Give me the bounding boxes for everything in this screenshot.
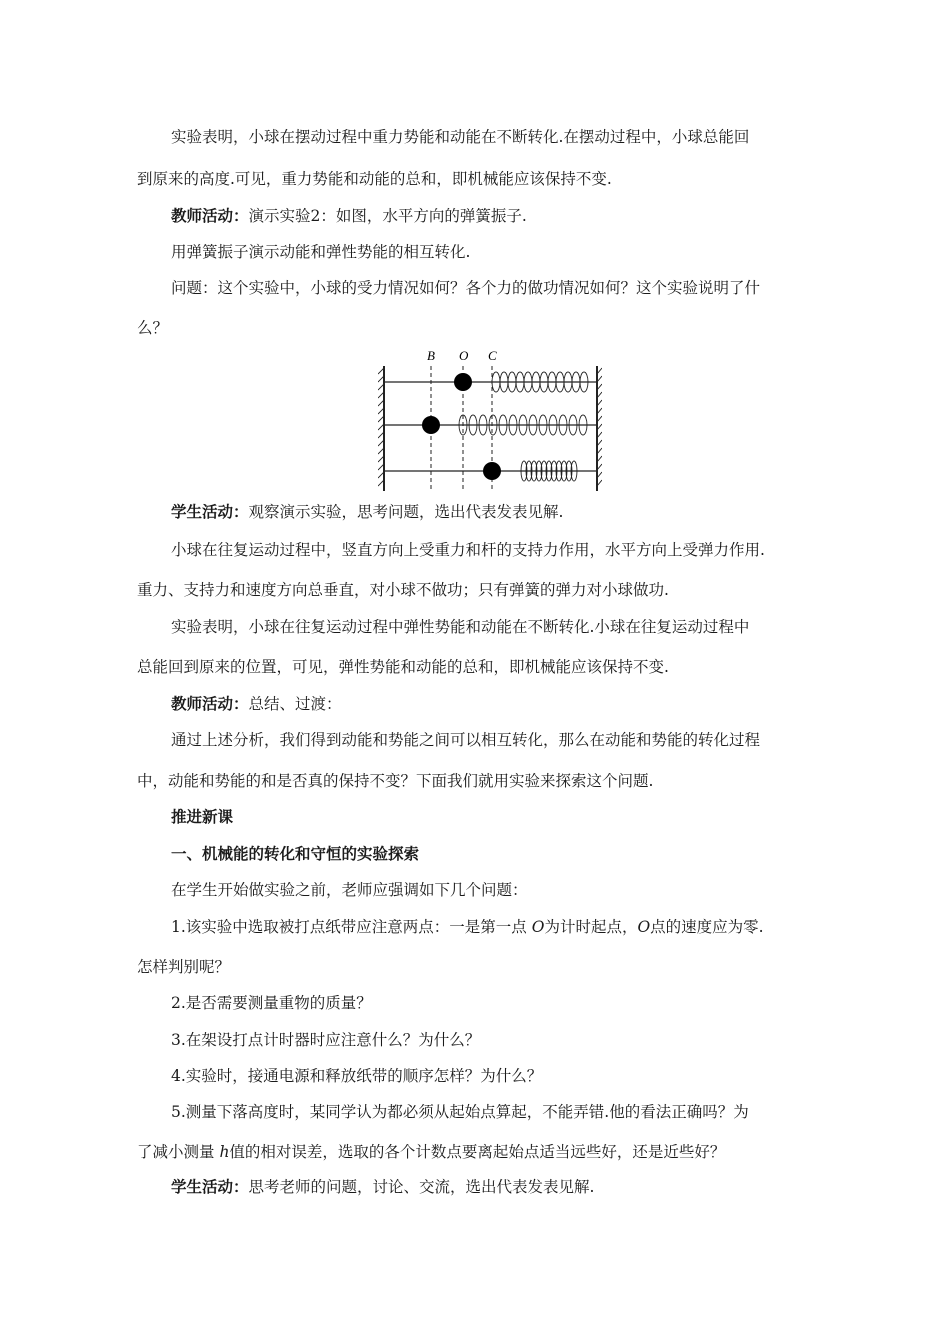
question-5-line2 xyxy=(137,1142,725,1162)
question-line: 么？ xyxy=(137,319,169,337)
ball-row2 xyxy=(422,416,440,434)
label-c: C xyxy=(488,348,497,363)
question-2: 2.是否需要测量重物的质量？ xyxy=(171,994,372,1012)
student-activity-1 xyxy=(171,502,563,522)
paragraph-line: 通过上述分析，我们得到动能和势能之间可以相互转化，那么在动能和势能的转化过程 xyxy=(171,731,761,749)
paragraph-line: 重力、支持力和速度方向总垂直，对小球不做功；只有弹簧的弹力对小球做功. xyxy=(137,581,669,599)
paragraph-line: 中，动能和势能的和是否真的保持不变？下面我们就用实验来探索这个问题. xyxy=(137,772,654,790)
student-activity-2 xyxy=(171,1177,594,1197)
teacher-activity-1 xyxy=(171,206,527,226)
ball-row1 xyxy=(454,373,472,391)
q1-symbol-o: O xyxy=(637,918,651,936)
teacher-activity-label: 教师活动： xyxy=(171,694,249,713)
student-activity-text: 思考老师的问题，讨论、交流，选出代表发表见解. xyxy=(248,1178,595,1196)
paragraph-line: 总能回到原来的位置，可见，弹性势能和动能的总和，即机械能应该保持不变. xyxy=(137,658,669,676)
student-activity-text: 观察演示实验，思考问题，选出代表发表见解. xyxy=(248,503,564,521)
teacher-activity-label: 教师活动： xyxy=(171,206,249,225)
q1-symbol-o: O xyxy=(531,918,545,936)
paragraph-line: 实验表明，小球在往复运动过程中弹性势能和动能在不断转化.小球在往复运动过程中 xyxy=(171,618,750,636)
q5-text-b: 值的相对误差，选取的各个计数点要离起始点适当远些好，还是近些好？ xyxy=(229,1143,726,1161)
question-4: 4.实验时，接通电源和释放纸带的顺序怎样？为什么？ xyxy=(171,1067,543,1085)
question-1 xyxy=(171,917,764,937)
spring-oscillator-figure xyxy=(378,344,602,494)
paragraph-line: 在学生开始做实验之前，老师应强调如下几个问题： xyxy=(171,881,528,899)
q1-text-b: 为计时起点， xyxy=(544,918,638,936)
student-activity-label: 学生活动： xyxy=(171,502,249,521)
question-1-line2: 怎样判别呢？ xyxy=(137,958,231,976)
question-5: 5.测量下落高度时，某同学认为都必须从起始点算起，不能弄错.他的看法正确吗？为 xyxy=(171,1103,749,1121)
label-o: O xyxy=(459,348,469,363)
teacher-activity-2 xyxy=(171,694,342,714)
question-3: 3.在架设打点计时器时应注意什么？为什么？ xyxy=(171,1031,481,1049)
q5-symbol-h: h xyxy=(219,1143,230,1161)
student-activity-label: 学生活动： xyxy=(171,1177,249,1196)
ball-row3 xyxy=(483,462,501,480)
section-heading: 推进新课 xyxy=(171,807,234,826)
label-b: B xyxy=(427,348,435,363)
subsection-heading: 一、机械能的转化和守恒的实验探索 xyxy=(171,844,420,863)
q1-text-c: 点的速度应为零. xyxy=(650,918,764,936)
q1-text-a: 1.该实验中选取被打点纸带应注意两点：一是第一点 xyxy=(171,918,532,936)
paragraph-line: 实验表明，小球在摆动过程中重力势能和动能在不断转化.在摆动过程中，小球总能回 xyxy=(171,128,750,146)
question-line: 问题：这个实验中，小球的受力情况如何？各个力的做功情况如何？这个实验说明了什 xyxy=(171,279,761,297)
teacher-activity-text: 总结、过渡： xyxy=(248,695,342,713)
paragraph-line: 用弹簧振子演示动能和弹性势能的相互转化. xyxy=(171,243,471,261)
teacher-activity-text: 演示实验2：如图，水平方向的弹簧振子. xyxy=(248,207,527,225)
q5-text-a: 了减小测量 xyxy=(137,1143,220,1161)
paragraph-line: 到原来的高度.可见，重力势能和动能的总和，即机械能应该保持不变. xyxy=(137,170,612,188)
paragraph-line: 小球在往复运动过程中，竖直方向上受重力和杆的支持力作用，水平方向上受弹力作用. xyxy=(171,541,765,559)
